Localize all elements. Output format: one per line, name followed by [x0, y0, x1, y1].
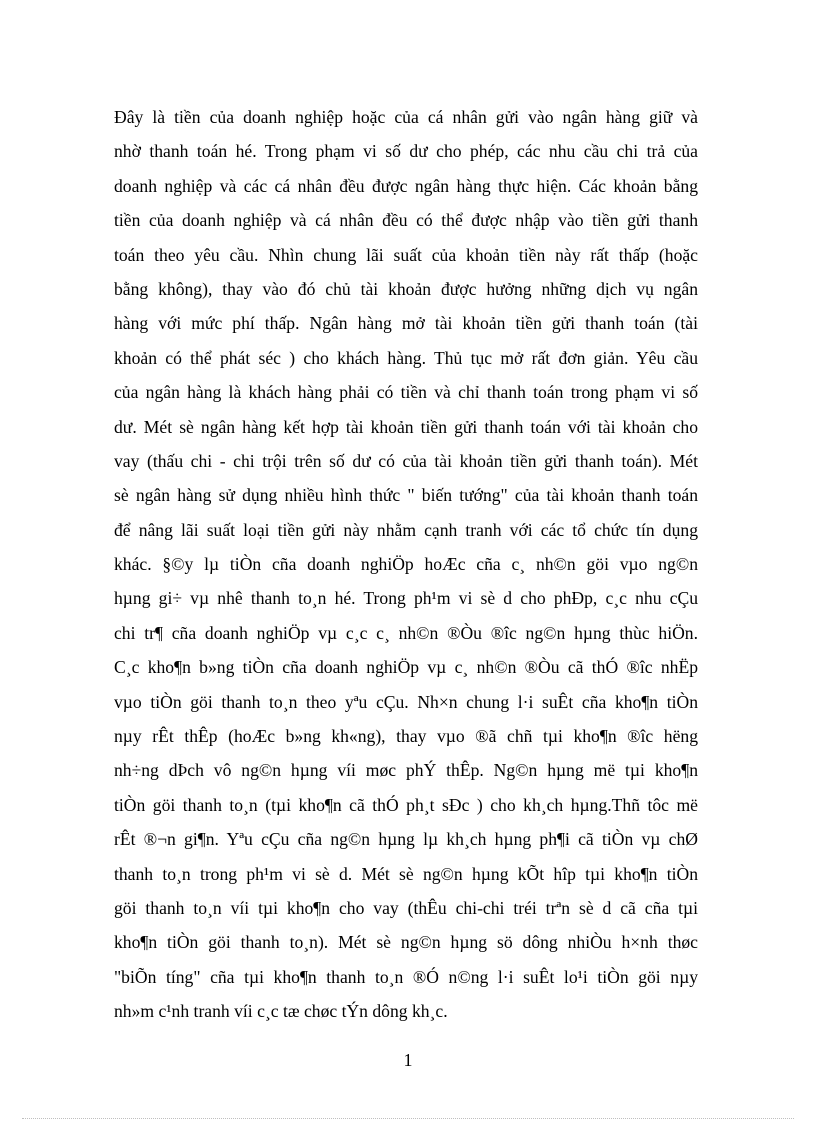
text-line: sè ngân hàng sử dụng nhiều hình thức " biến tướng" của tài khoản thanh toán: [114, 485, 698, 506]
text-line: bằng không), thay vào đó chủ tài khoản được hưởng những dịch vụ ngân: [114, 278, 698, 299]
text-line: vµo tiÒn göi thanh to¸n theo yªu cÇu. Nh×n chung l·i suÊt cña kho¶n tiÒn: [114, 691, 698, 712]
text-line: vay (thấu chi - chi trội trên số dư có của tài khoản tiền gửi thanh toán). Mét: [114, 450, 698, 471]
text-line: hàng với mức phí thấp. Ngân hàng mở tài khoản tiền gửi thanh toán (tài: [114, 313, 698, 334]
text-line: để nâng lãi suất loại tiền gửi này nhằm cạnh tranh với các tổ chức tín dụng: [114, 519, 698, 540]
text-line: doanh nghiệp và các cá nhân đều được ngân hàng thực hiện. Các khoản bằng: [114, 175, 698, 196]
text-line: tiÒn göi thanh to¸n (tµi kho¶n cã thÓ ph¸t sÐc ) cho kh¸ch hµng.Thñ tôc më: [114, 794, 698, 815]
text-line: nµy rÊt thÊp (hoÆc b»ng kh«ng), thay vµo ®ã chñ tµi kho¶n ®îc hëng: [114, 726, 698, 747]
text-line: nhờ thanh toán hé. Trong phạm vi số dư cho phép, các nhu cầu chi trả của: [114, 141, 698, 162]
text-line: chi tr¶ cña doanh nghiÖp vµ c¸c c¸ nh©n ®Òu ®îc ng©n hµng thùc hiÖn.: [114, 622, 698, 643]
text-line: dư. Mét sè ngân hàng kết hợp tài khoản tiền gửi thanh toán với tài khoản cho: [114, 416, 698, 437]
text-line: nh»m c¹nh tranh víi c¸c tæ chøc tÝn dông kh¸c.: [114, 1001, 448, 1022]
text-line: Đây là tiền của doanh nghiệp hoặc của cá nhân gửi vào ngân hàng giữ và: [114, 107, 698, 127]
text-line: C¸c kho¶n b»ng tiÒn cña doanh nghiÖp vµ c¸ nh©n ®Òu cã thÓ ®îc nhËp: [114, 657, 698, 678]
text-line: khoản có thể phát séc ) cho khách hàng. Thủ tục mở rất đơn giản. Yêu cầu: [114, 347, 698, 368]
text-line: thanh to¸n trong ph¹m vi sè d. Mét sè ng©n hµng kÕt hîp tµi kho¶n tiÒn: [114, 863, 698, 884]
body-paragraph: [114, 100, 698, 1029]
page-number: 1: [403, 1050, 413, 1070]
text-line: nh÷ng dÞch vô ng©n hµng víi møc phÝ thÊp. Ng©n hµng më tµi kho¶n: [114, 760, 698, 781]
text-line: kho¶n tiÒn göi thanh to¸n). Mét sè ng©n hµng sö dông nhiÒu h×nh thøc: [114, 932, 698, 953]
text-line: hµng gi÷ vµ nhê thanh to¸n hé. Trong ph¹m vi sè d cho phÐp, c¸c nhu cÇu: [114, 588, 698, 609]
text-line: của ngân hàng là khách hàng phải có tiền và chỉ thanh toán trong phạm vi số: [114, 382, 698, 403]
text-line: göi thanh to¸n víi tµi kho¶n cho vay (thÊu chi-chi tréi trªn sè d cã cña tµi: [114, 897, 698, 918]
text-line: khác. §©y lµ tiÒn cña doanh nghiÖp hoÆc cña c¸ nh©n göi vµo ng©n: [114, 554, 698, 575]
text-line: toán theo yêu cầu. Nhìn chung lãi suất của khoản tiền này rất thấp (hoặc: [114, 244, 698, 265]
text-line: "biÕn tíng" cña tµi kho¶n thanh to¸n ®Ó n©ng l·i suÊt lo¹i tiÒn göi nµy: [114, 966, 698, 987]
text-line: rÊt ®¬n gi¶n. Yªu cÇu cña ng©n hµng lµ kh¸ch hµng ph¶i cã tiÒn vµ chØ: [114, 829, 698, 850]
text-line: tiền của doanh nghiệp và cá nhân đều có thể được nhập vào tiền gửi thanh: [114, 210, 698, 231]
footer-divider: [22, 1118, 794, 1119]
